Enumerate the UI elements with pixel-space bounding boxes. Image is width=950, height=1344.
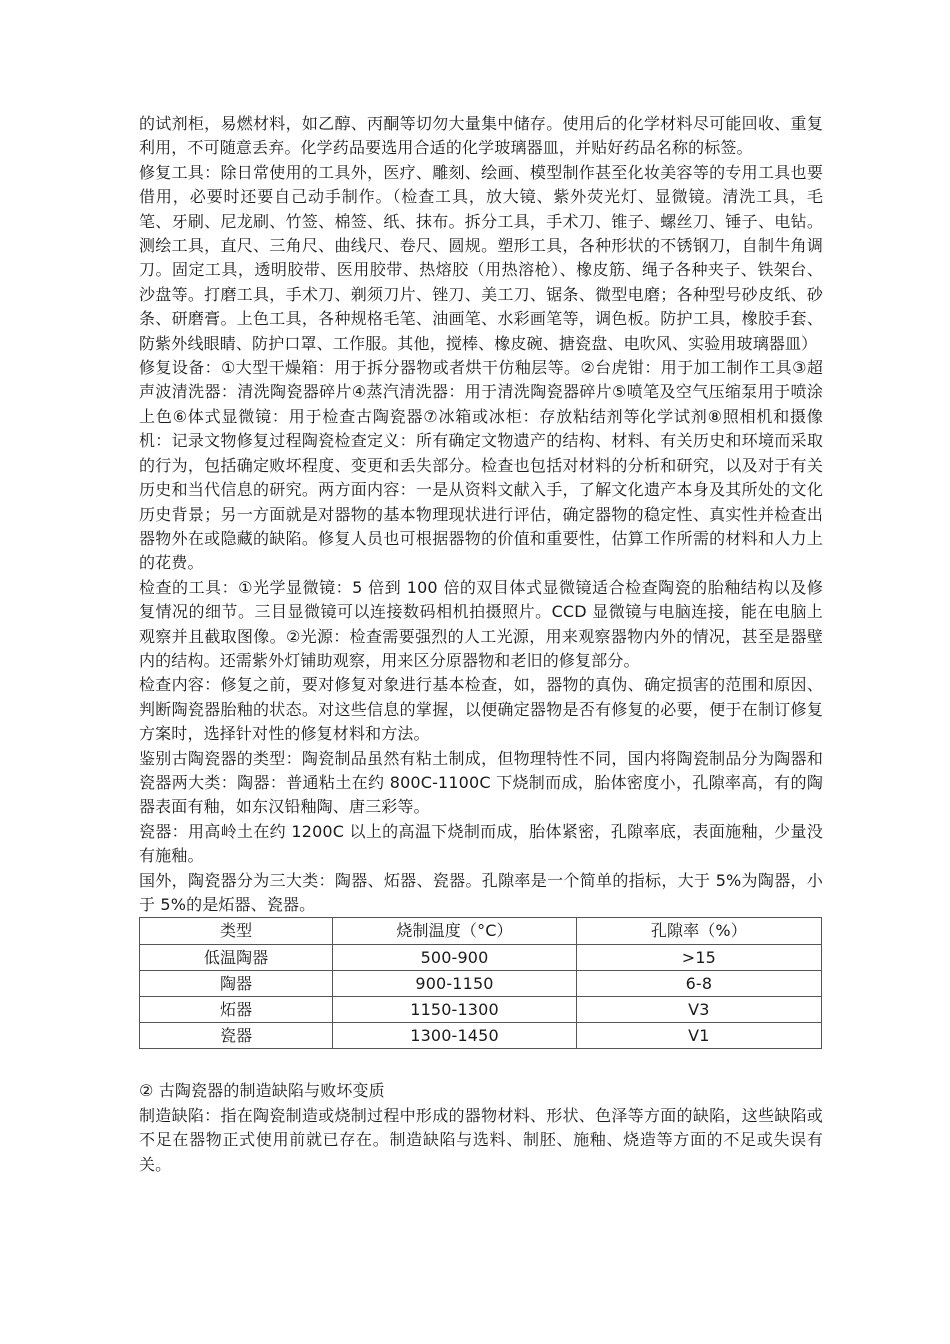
cell-type: 陶器 [140,971,333,997]
section-heading: ② 古陶瓷器的制造缺陷与败坏变质 [139,1081,385,1101]
cell-porosity: V1 [576,1023,821,1049]
paragraph-inspection-tools: 检查的工具：①光学显微镜：5 倍到 100 倍的双目体式显微镜适合检查陶瓷的胎釉结构以及修复情况的细节。三目显微镜可以连接数码相机拍摄照片。CCD 显微镜与电脑连接，能在电脑上观察并且截取图像。②光源：检查需要强烈的人工光源，用来观察器物内外的情况，甚至是器壁内的结构。还需紫外灯铺助观察，用来区分原器物和老旧的修复部分。 [139,577,823,670]
cell-temperature: 500-900 [333,945,577,971]
paragraph-manufacturing-defects: 制造缺陷：指在陶瓷制造或烧制过程中形成的器物材料、形状、色泽等方面的缺陷，这些缺陷或不足在器物正式使用前就已存在。制造缺陷与选料、制胚、施釉、烧造等方面的不足或失误有关。 [139,1105,823,1174]
cell-type: 瓷器 [140,1023,333,1049]
cell-porosity: >15 [576,945,821,971]
table-header-row [140,918,822,945]
paragraph-repair-equipment: 修复设备：①大型干燥箱：用于拆分器物或者烘干仿釉层等。②台虎钳：用于加工制作工具③超声波清洗器：清洗陶瓷器碎片④蒸汽清洗器：用于清洗陶瓷器碎片⑤喷笔及空气压缩泵用于喷涂上色⑥体式显微镜：用于检查古陶瓷器⑦冰箱或冰柜：存放粘结剂等化学试剂⑧照相机和摄像机：记录文物修复过程陶瓷检查定义：所有确定文物遗产的结构、材料、有关历史和环境而采取的行为，包括确定败坏程度、变更和丢失部分。检查也包括对材料的分析和研究，以及对于有关历史和当代信息的研究。两方面内容：一是从资料文献入手，了解文化遗产本身及其所处的文化历史背景；另一方面就是对器物的基本物理现状进行评估，确定器物的稳定性、真实性并检查出器物外在或隐藏的缺陷。修复人员也可根据器物的价值和重要性，估算工作所需的材料和人力上的花费。 [139,358,823,573]
table-row [140,1023,822,1049]
cell-porosity: 6-8 [576,971,821,997]
paragraph-inspection-content: 检查内容：修复之前，要对修复对象进行基本检查，如，器物的真伪、确定损害的范围和原因、判断陶瓷器胎釉的状态。对这些信息的掌握，以便确定器物是否有修复的必要，便于在制订修复方案时，选择针对性的修复材料和方法。 [139,675,823,744]
paragraph-repair-tools: 修复工具：除日常使用的工具外，医疗、雕刻、绘画、模型制作甚至化妆美容等的专用工具也要借用，必要时还要自己动手制作。（检查工具，放大镜、紫外荧光灯、显微镜。清洗工具，毛笔、牙刷、尼龙刷、竹签、棉签、纸、抹布。拆分工具，手术刀、锥子、螺丝刀、锤子、电钻。测绘工具，直尺、三角尺、曲线尺、卷尺、圆规。塑形工具，各种形状的不锈钢刀，自制牛角调刀。固定工具，透明胶带、医用胶带、热熔胶（用热溶枪）、橡皮筋、绳子各种夹子、铁架台、沙盘等。打磨工具，手术刀、剃须刀片、锉刀、美工刀、锯条、微型电磨；各种型号砂皮纸、砂条、研磨膏。上色工具，各种规格毛笔、油画笔、水彩画笔等，调色板。防护工具，橡胶手套、防紫外线眼睛、防护口罩、工作服。其他，搅棒、橡皮碗、搪瓷盘、电吹风、实验用玻璃器皿） [139,162,823,353]
paragraph-foreign-classification: 国外，陶瓷器分为三大类：陶器、炻器、瓷器。孔隙率是一个简单的指标，大于 5%为陶器，小于 5%的是炻器、瓷器。 [139,870,823,914]
header-firing-temperature: 烧制温度（°C） [333,918,577,945]
ceramic-classification-table [139,917,822,1049]
document-page [139,112,823,1177]
paragraph-ceramic-types: 鉴别古陶瓷器的类型：陶瓷制品虽然有粘土制成，但物理特性不同，国内将陶瓷制品分为陶器和瓷器两大类：陶器：普通粘土在约 800C-1100C 下烧制而成，胎体密度小，孔隙率高，有的陶器表面有釉，如东汉铅釉陶、唐三彩等。 [139,748,823,817]
cell-porosity: V3 [576,997,821,1023]
paragraph-porcelain: 瓷器：用高岭土在约 1200C 以上的高温下烧制而成，胎体紧密，孔隙率底，表面施釉，少量没有施釉。 [139,821,823,866]
cell-type: 炻器 [140,997,333,1023]
paragraph-reagent-storage: 的试剂柜，易燃材料，如乙醇、丙酮等切勿大量集中储存。使用后的化学材料尽可能回收、重复利用，不可随意丢弃。化学药品要选用合适的化学玻璃器皿，并贴好药品名称的标签。 [139,114,823,158]
table-row [140,997,822,1023]
header-porosity: 孔隙率（%） [576,918,821,945]
cell-temperature: 1300-1450 [333,1023,577,1049]
cell-type: 低温陶器 [140,945,333,971]
cell-temperature: 1150-1300 [333,997,577,1023]
table-row [140,945,822,971]
header-type: 类型 [140,918,333,945]
cell-temperature: 900-1150 [333,971,577,997]
table-row [140,971,822,997]
